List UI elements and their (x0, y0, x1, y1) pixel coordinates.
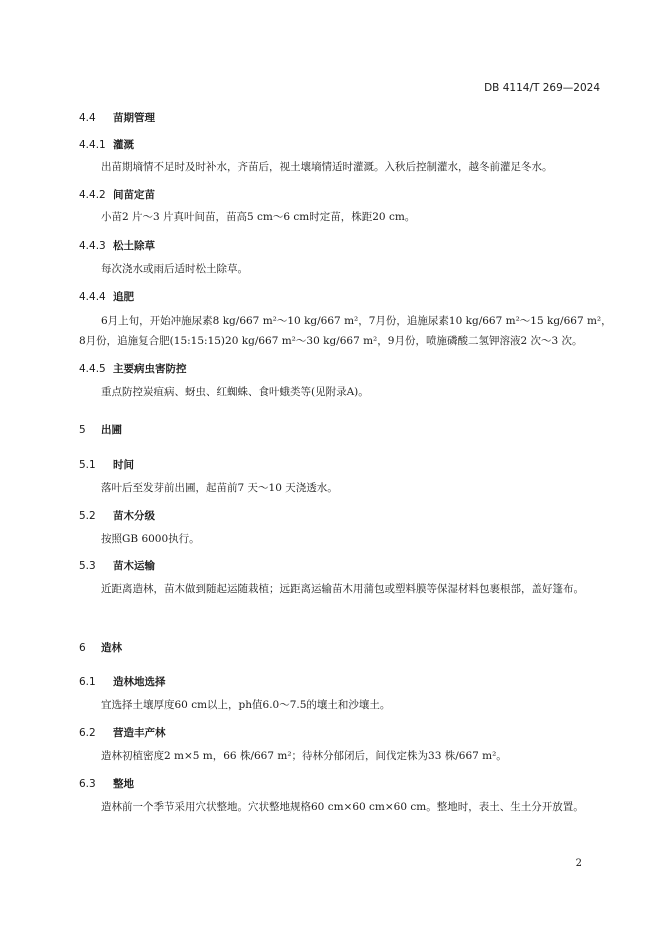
heading-title: 造林地选择 (113, 676, 166, 688)
heading-4-4-3 (79, 238, 155, 253)
heading-title: 松土除草 (113, 240, 155, 252)
heading-title: 主要病虫害防控 (113, 363, 187, 375)
paragraph-4-4-3: 每次浇水或雨后适时松土除草。 (101, 263, 248, 275)
heading-number: 5.1 (79, 459, 96, 471)
heading-title: 营造丰产林 (113, 727, 166, 739)
heading-title: 追肥 (113, 291, 134, 303)
heading-6-3 (79, 776, 134, 791)
paragraph-4-4-1: 出苗期墒情不足时及时补水，齐苗后，视土壤墒情适时灌溉。入秋后控制灌水，越冬前灌足冬水。 (101, 161, 553, 173)
heading-title: 苗木运输 (113, 560, 155, 572)
page-number: 2 (575, 858, 582, 869)
heading-5-1 (79, 457, 134, 472)
paragraph-4-4-4-line1: 6月上旬，开始冲施尿素8 kg/667 m²～10 kg/667 m²，7月份，追施尿素10 kg/667 m²～15 kg/667 m²， (101, 315, 612, 327)
heading-6 (79, 640, 122, 655)
paragraph-6-3: 造林前一个季节采用穴状整地。穴状整地规格60 cm×60 cm×60 cm。整地时，表土、生土分开放置。 (101, 801, 584, 813)
paragraph-6-2: 造林初植密度2 m×5 m，66 株/667 m²；待林分郁闭后，间伐定株为33 株/667 m²。 (101, 750, 507, 762)
paragraph-5-3: 近距离造林，苗木做到随起运随栽植；远距离运输苗木用蒲包或塑料膜等保湿材料包裹根部，盖好篷布。 (101, 583, 584, 595)
paragraph-4-4-4-line2: 8月份，追施复合肥(15:15:15)20 kg/667 m²～30 kg/667 m²，9月份，喷施磷酸二氢钾溶液2 次～3 次。 (79, 335, 583, 347)
heading-4-4 (79, 110, 155, 125)
heading-4-4-5 (79, 361, 187, 376)
heading-title: 整地 (113, 778, 134, 790)
heading-title: 间苗定苗 (113, 189, 155, 201)
heading-number: 6.1 (79, 676, 96, 688)
heading-5-2 (79, 508, 155, 523)
heading-4-4-4 (79, 289, 134, 304)
paragraph-5-2: 按照GB 6000执行。 (101, 533, 200, 545)
heading-5-3 (79, 558, 155, 573)
heading-6-1 (79, 674, 166, 689)
heading-title: 苗期管理 (113, 112, 155, 124)
heading-number: 4.4.3 (79, 240, 106, 252)
heading-number: 6.2 (79, 727, 96, 739)
heading-number: 4.4.4 (79, 291, 106, 303)
heading-title: 时间 (113, 459, 134, 471)
heading-6-2 (79, 725, 166, 740)
heading-title: 造林 (101, 642, 122, 654)
heading-4-4-2 (79, 187, 155, 202)
heading-number: 4.4.2 (79, 189, 106, 201)
paragraph-6-1: 宜选择土壤厚度60 cm以上，ph值6.0～7.5的壤土和沙壤土。 (101, 699, 391, 711)
heading-number: 4.4.1 (79, 139, 106, 151)
heading-number: 6.3 (79, 778, 96, 790)
heading-title: 灌溉 (113, 139, 134, 151)
heading-title: 出圃 (101, 424, 122, 436)
heading-number: 5.2 (79, 510, 96, 522)
heading-number: 5 (79, 424, 86, 436)
paragraph-5-1: 落叶后至发芽前出圃，起苗前7 天～10 天浇透水。 (101, 482, 338, 494)
document-code: DB 4114/T 269—2024 (484, 82, 600, 94)
heading-number: 5.3 (79, 560, 96, 572)
heading-number: 4.4 (79, 112, 96, 124)
heading-5 (79, 422, 122, 437)
heading-4-4-1 (79, 137, 134, 152)
heading-title: 苗木分级 (113, 510, 155, 522)
paragraph-4-4-5: 重点防控炭疽病、蚜虫、红蜘蛛、食叶蛾类等(见附录A)。 (101, 386, 369, 398)
heading-number: 4.4.5 (79, 363, 106, 375)
heading-number: 6 (79, 642, 86, 654)
paragraph-4-4-2: 小苗2 片～3 片真叶间苗，苗高5 cm～6 cm时定苗，株距20 cm。 (101, 211, 416, 223)
